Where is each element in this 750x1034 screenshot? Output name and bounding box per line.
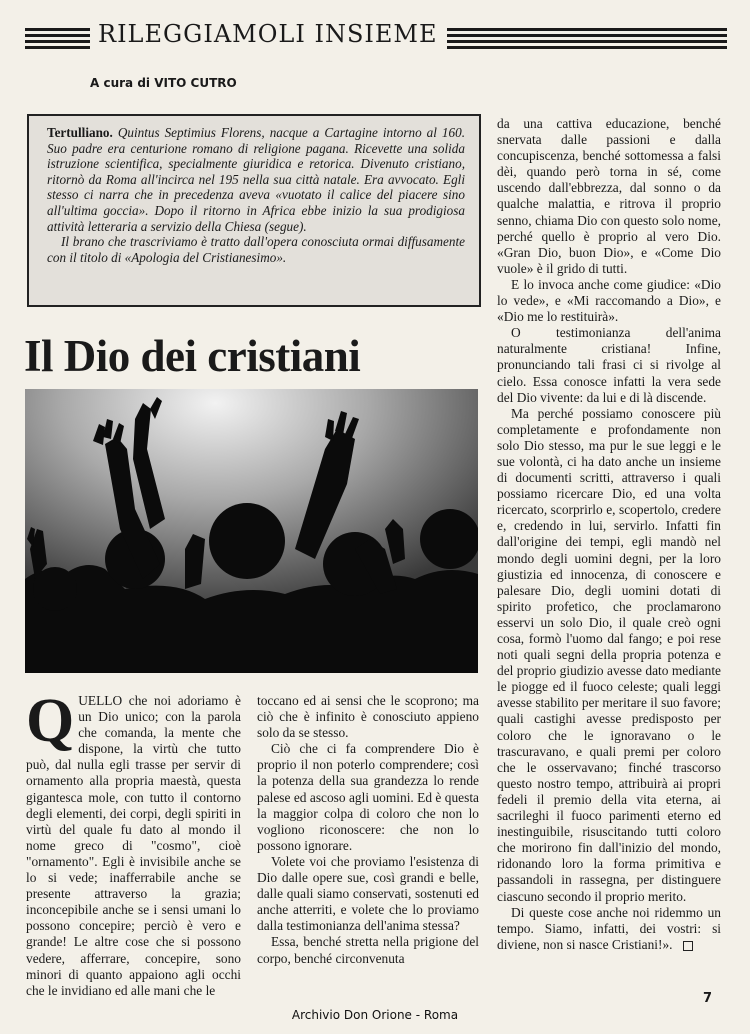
article-paragraph: da una cattiva educazione, benché snervata dalle passioni e dalla concupiscenza, benché sottomessa a falsi dèi, quando però torna in sé, come uscendo dall'ebbrezza, dal sonno o da qualche malattia, e ritrova il proprio senno, chiama Dio con questo solo nome, perché quello è proprio al vero Dio. «Gran Dio, buon Dio», e «Come Dio vuole» è il grido di tutti.	[497, 116, 721, 276]
rubric-title: RILEGGIAMOLI INSIEME	[98, 20, 438, 48]
intro-box	[27, 114, 481, 307]
article-paragraph: Essa, benché stretta nella prigione del corpo, benché circonvenuta	[257, 934, 479, 966]
archive-footer: Archivio Don Orione - Roma	[291, 1008, 459, 1022]
intro-paragraph-1	[47, 125, 465, 234]
intro-text-1: Quintus Septimius Florens, nacque a Cartagine intorno al 160. Suo padre era centurione romano di religione pagana. Ricevette una solida istruzione scientifica, specialmente giuridica e retorica. Divenuto cristiano, ritornò da Roma all'incirca nel 195 nella sua città natale. Era avvocato. Egli stesso ci narra che in precedenza aveva «vuotato il calice del piacere sino all'ultima goccia». Dopo il ritorno in Africa ebbe inizio la sua prodigiosa attività letteraria a servizio della Chiesa (segue).	[47, 125, 465, 234]
article-column-3	[497, 116, 721, 953]
end-of-article-icon	[683, 941, 693, 951]
article-column-2	[257, 693, 479, 967]
article-text: UELLO che noi adoriamo è un Dio unico; con la parola che comanda, la mente che dispone, la virtù che tutto può, dal nulla egli trasse per servir di ornamento alla propria maestà, questa gigantesca mole, con tutto il contorno degli elementi, dei corpi, degli spiriti in virtù del quale fu dato al mondo il nome greco di "cosmo", cioè "ornamento". Egli è invisibile anche se lo si vede; inafferrabile anche se presente attraverso la grazia; inconcepibile anche se i sensi umani lo possono concepire; perciò è vero e grande! Le altre cose che si possono vedere, afferrare, concepire, sono minori di quanto appaiono agli occhi che le invidiano ed alle mani che le	[26, 693, 241, 998]
article-paragraph: Volete voi che proviamo l'esistenza di Dio dalle opere sue, così grandi e belle, dalle quali siamo conservati, sostenuti ed anche atterriti, e volete che lo proviamo dalla testimonianza dell'anima stessa?	[257, 853, 479, 934]
header-stripes-right	[447, 28, 727, 50]
header-stripes-left	[25, 28, 90, 50]
article-text: Di queste cose anche noi ridemmo un tempo. Siamo, infatti, dei vostri: si diviene, non si nasce Cristiani!».	[497, 904, 721, 952]
article-paragraph: E lo invoca anche come giudice: «Dio lo vede», e «Mi raccomando a Dio», e «Dio me lo restituirà».	[497, 276, 721, 325]
page-number: 7	[703, 991, 713, 1006]
article-paragraph: toccano ed ai sensi che le scoprono; ma ciò che è infinito è conosciuto appieno solo da se stesso.	[257, 693, 479, 741]
article-photo	[25, 389, 478, 673]
article-paragraph: Ma perché possiamo conoscere più completamente e profondamente non solo Dio stesso, ma pur le sue leggi e le sue volontà, ci ha dato anche un insieme di documenti scritti, attraverso i quali possiamo ricercare Dio, ed una volta ricercato, scorprirlo e, scopertolo, credere e, credendo in lui, servirlo. Infatti fin dall'origine dei tempi, egli mandò nel mondo degli uomini degni, per la loro giustizia ed innocenza, di conoscere e palesare Dio, degli uomini dotati di spirito profetico, che proclamarono esservi un solo Dio, il quale creò ogni cosa, formò l'uomo dal fango; e poi rese noti quali segni della propria potenza e del proprio giudizio avesse dato mediante le piogge ed il fuoco celeste; quali leggi avesse stabilito per meritare il suo favore; quali castighi avesse predisposto per coloro che le ignoravano o le trascuravano, e quali premi per coloro che le osservavano; finché trascorso questo nostro tempo, attribuirà ai propri fedeli il premio della vita eterna, ai sacrileghi il fuoco parimenti eterno ed inestinguibile, risuscitando tutti coloro che morirono fin dall'inizio del mondo, ridonando loro la forma primitiva e passandoli in rassegna, per distinguere ciascuno secondo il proprio merito.	[497, 405, 721, 904]
article-paragraph: Ciò che ci fa comprendere Dio è proprio il non poterlo comprendere; così la potenza della sua grandezza lo rende palese ed ascoso agli uomini. Ed è questa la maggior colpa di coloro che non lo vogliono riconoscere: che non lo possono ignorare.	[257, 741, 479, 853]
intro-author-name: Tertulliano.	[47, 125, 113, 140]
article-paragraph	[26, 687, 241, 999]
article-paragraph: O testimonianza dell'anima naturalmente cristiana! Infine, pronunciando tali frasi ci si rivolge al cielo. Essa conosce infatti la vera sede del Dio vivente: da lui e di là discende.	[497, 325, 721, 405]
byline: A cura di VITO CUTRO	[90, 76, 237, 90]
article-column-1	[26, 687, 241, 999]
article-paragraph	[497, 905, 721, 953]
drop-cap: Q	[26, 687, 75, 755]
intro-paragraph-2: Il brano che trascriviamo è tratto dall'opera conosciuta ormai diffusamente con il titolo di «Apologia del Cristianesimo».	[47, 234, 465, 265]
raised-hands-silhouette-image	[25, 389, 478, 673]
article-title: Il Dio dei cristiani	[24, 331, 361, 381]
